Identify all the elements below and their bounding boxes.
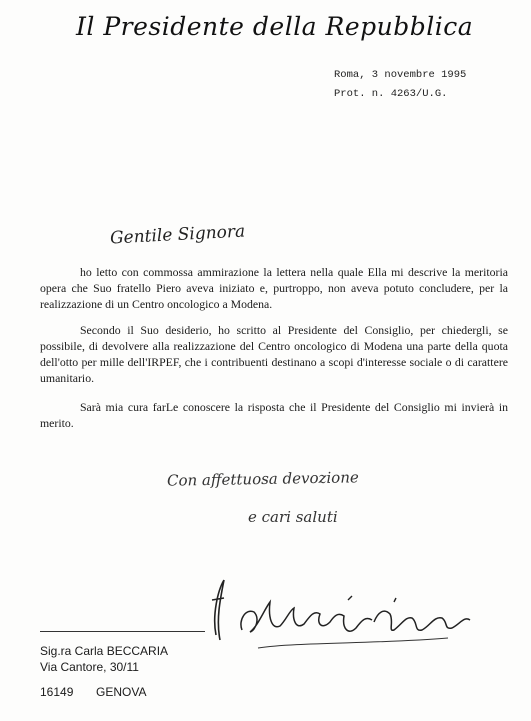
recipient-street: Via Cantore, 30/11 <box>40 660 139 674</box>
protocol-number: Prot. n. 4263/U.G. <box>334 88 448 100</box>
recipient-city: GENOVA <box>96 685 147 699</box>
letter-date: Roma, 3 novembre 1995 <box>334 69 467 81</box>
signature-scrawl <box>198 560 498 660</box>
letterhead-title: Il Presidente della Repubblica <box>76 12 474 41</box>
handwritten-closing-line-1: Con affettuosa devozione <box>166 468 359 490</box>
body-paragraph-3: Sarà mia cura farLe conoscere la risposta che il Presidente del Consiglio mi invierà in merito. <box>40 400 508 430</box>
body-paragraph-2: Secondo il Suo desiderio, ho scritto al Presidente del Consiglio, per chiedergli, se possibile, di devolvere alla realizzazione del Centro oncologico di Modena una parte della quota dell'otto per mille dell'IRPEF, che i contribuenti destinano a scopi d'interesse sociale o di carattere umanitario. <box>40 323 508 385</box>
recipient-name: Sig.ra Carla BECCARIA <box>40 644 169 658</box>
handwritten-salutation: Gentile Signora <box>109 221 246 249</box>
recipient-postcode: 16149 <box>40 685 74 699</box>
signature-divider <box>40 631 205 632</box>
handwritten-closing-line-2: e cari saluti <box>248 508 338 526</box>
body-paragraph-1: ho letto con commossa ammirazione la lettera nella quale Ella mi descrive la meritoria opera che Suo fratello Piero aveva iniziato e, purtroppo, non aveva potuto concludere, per la realizzazione di un Centro oncologico a Modena. <box>40 265 508 311</box>
